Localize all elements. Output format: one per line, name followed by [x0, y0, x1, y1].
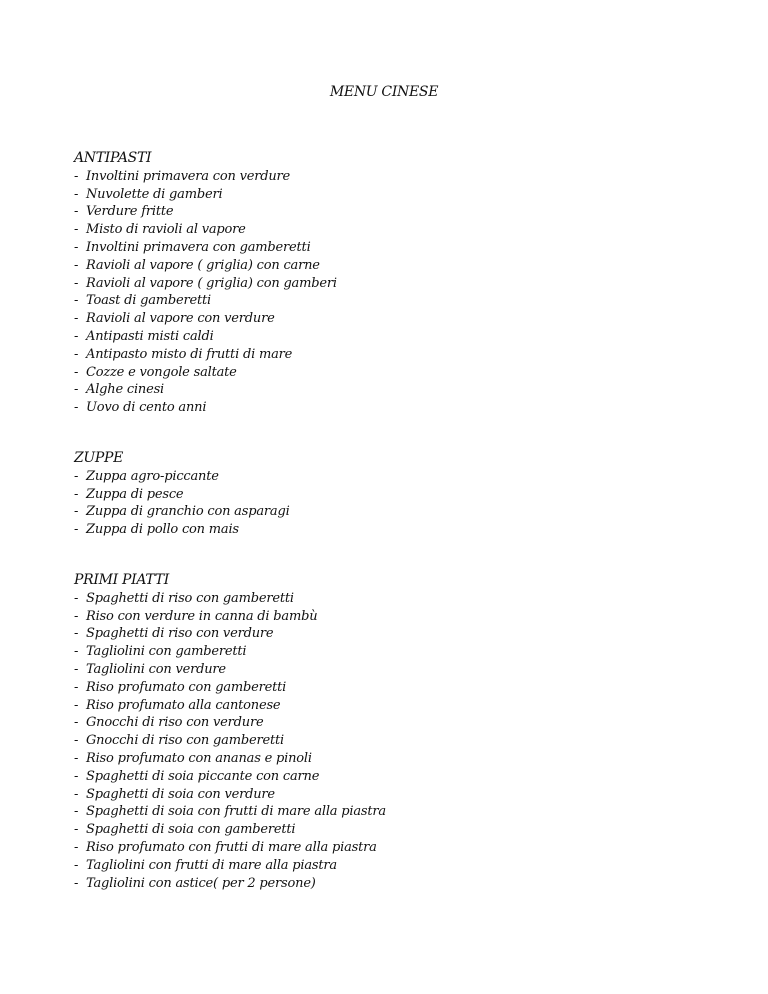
- menu-item-text: Spaghetti di riso con verdure: [86, 626, 274, 642]
- menu-item-text: Tagliolini con astice( per 2 persone): [86, 875, 316, 891]
- menu-item: [74, 821, 724, 839]
- menu-item: [74, 292, 724, 310]
- item-dash: -: [74, 222, 79, 238]
- item-dash: -: [74, 839, 79, 855]
- menu-item: [74, 168, 724, 186]
- menu-item: [74, 608, 724, 626]
- item-dash: -: [74, 786, 79, 802]
- item-dash: -: [74, 257, 79, 273]
- menu-item-text: Involtini primavera con gamberetti: [86, 239, 311, 255]
- menu-item-text: Spaghetti di soia con gamberetti: [86, 822, 296, 838]
- menu-item: [74, 625, 724, 643]
- menu-item-text: Antipasti misti caldi: [86, 328, 214, 344]
- menu-item-text: Spaghetti di riso con gamberetti: [86, 590, 294, 606]
- menu-item: [74, 275, 724, 293]
- menu-item-text: Zuppa di pollo con mais: [86, 522, 239, 538]
- menu-item-text: Riso profumato con ananas e pinoli: [86, 750, 312, 766]
- menu-item-list: [74, 590, 724, 893]
- item-dash: -: [74, 804, 79, 820]
- menu-item: [74, 714, 724, 732]
- menu-item: [74, 381, 724, 399]
- menu-item: [74, 643, 724, 661]
- item-dash: -: [74, 239, 79, 255]
- item-dash: -: [74, 644, 79, 660]
- menu-item-text: Ravioli al vapore con verdure: [86, 311, 275, 327]
- menu-item-text: Uovo di cento anni: [86, 400, 207, 416]
- menu-item: [74, 679, 724, 697]
- menu-item: [74, 732, 724, 750]
- section-heading: PRIMI PIATTI: [74, 572, 169, 588]
- menu-item-text: Zuppa di granchio con asparagi: [86, 504, 290, 520]
- menu-item-text: Riso con verdure in canna di bambù: [86, 608, 318, 624]
- menu-item-text: Verdure fritte: [86, 204, 174, 220]
- menu-item: [74, 768, 724, 786]
- menu-item-text: Gnocchi di riso con gamberetti: [86, 733, 284, 749]
- menu-item: [74, 257, 724, 275]
- menu-item-text: Spaghetti di soia con verdure: [86, 786, 275, 802]
- menu-item: [74, 803, 724, 821]
- section-heading: ANTIPASTI: [74, 150, 152, 166]
- item-dash: -: [74, 626, 79, 642]
- menu-item: [74, 839, 724, 857]
- item-dash: -: [74, 522, 79, 538]
- item-dash: -: [74, 697, 79, 713]
- menu-item: [74, 239, 724, 257]
- menu-item-text: Ravioli al vapore ( griglia) con gamberi: [86, 275, 337, 291]
- menu-item: [74, 399, 724, 417]
- item-dash: -: [74, 168, 79, 184]
- section-primi-piatti: [74, 572, 724, 892]
- menu-item: [74, 750, 724, 768]
- item-dash: -: [74, 608, 79, 624]
- menu-item: [74, 221, 724, 239]
- item-dash: -: [74, 750, 79, 766]
- menu-item: [74, 875, 724, 893]
- menu-item-text: Spaghetti di soia con frutti di mare alla piastra: [86, 804, 386, 820]
- menu-item-text: Riso profumato alla cantonese: [86, 697, 281, 713]
- menu-item-text: Nuvolette di gamberi: [86, 186, 223, 202]
- menu-item: [74, 661, 724, 679]
- menu-item: [74, 346, 724, 364]
- item-dash: -: [74, 293, 79, 309]
- menu-item-list: [74, 168, 724, 417]
- menu-item: [74, 857, 724, 875]
- item-dash: -: [74, 328, 79, 344]
- menu-item-text: Ravioli al vapore ( griglia) con carne: [86, 257, 320, 273]
- menu-item: [74, 486, 724, 504]
- item-dash: -: [74, 311, 79, 327]
- menu-item: [74, 786, 724, 804]
- item-dash: -: [74, 400, 79, 416]
- menu-item-text: Zuppa di pesce: [86, 486, 184, 502]
- item-dash: -: [74, 679, 79, 695]
- item-dash: -: [74, 204, 79, 220]
- item-dash: -: [74, 857, 79, 873]
- menu-item-text: Tagliolini con verdure: [86, 661, 226, 677]
- menu-item-text: Antipasto misto di frutti di mare: [86, 346, 293, 362]
- item-dash: -: [74, 364, 79, 380]
- menu-item-text: Gnocchi di riso con verdure: [86, 715, 264, 731]
- item-dash: -: [74, 768, 79, 784]
- menu-item-text: Alghe cinesi: [86, 382, 164, 398]
- item-dash: -: [74, 346, 79, 362]
- menu-item-text: Tagliolini con gamberetti: [86, 644, 247, 660]
- menu-item-text: Riso profumato con frutti di mare alla piastra: [86, 839, 377, 855]
- item-dash: -: [74, 590, 79, 606]
- menu-item-text: Cozze e vongole saltate: [86, 364, 237, 380]
- item-dash: -: [74, 733, 79, 749]
- menu-item: [74, 697, 724, 715]
- menu-item: [74, 503, 724, 521]
- item-dash: -: [74, 468, 79, 484]
- menu-item: [74, 186, 724, 204]
- section-antipasti: [74, 150, 724, 417]
- menu-item-text: Spaghetti di soia piccante con carne: [86, 768, 320, 784]
- section-heading: ZUPPE: [74, 450, 124, 466]
- item-dash: -: [74, 661, 79, 677]
- menu-item: [74, 521, 724, 539]
- menu-item-list: [74, 468, 724, 539]
- item-dash: -: [74, 504, 79, 520]
- item-dash: -: [74, 275, 79, 291]
- menu-item: [74, 364, 724, 382]
- menu-item-text: Zuppa agro-piccante: [86, 468, 219, 484]
- item-dash: -: [74, 875, 79, 891]
- menu-item-text: Misto di ravioli al vapore: [86, 222, 246, 238]
- item-dash: -: [74, 715, 79, 731]
- item-dash: -: [74, 382, 79, 398]
- menu-item-text: Involtini primavera con verdure: [86, 168, 291, 184]
- menu-item-text: Tagliolini con frutti di mare alla piastra: [86, 857, 337, 873]
- menu-item-text: Riso profumato con gamberetti: [86, 679, 287, 695]
- menu-item: [74, 328, 724, 346]
- menu-item: [74, 203, 724, 221]
- page-title: MENU CINESE: [329, 84, 439, 100]
- menu-item: [74, 310, 724, 328]
- menu-item: [74, 468, 724, 486]
- item-dash: -: [74, 822, 79, 838]
- section-zuppe: [74, 450, 724, 539]
- item-dash: -: [74, 486, 79, 502]
- item-dash: -: [74, 186, 79, 202]
- menu-item: [74, 590, 724, 608]
- menu-item-text: Toast di gamberetti: [86, 293, 212, 309]
